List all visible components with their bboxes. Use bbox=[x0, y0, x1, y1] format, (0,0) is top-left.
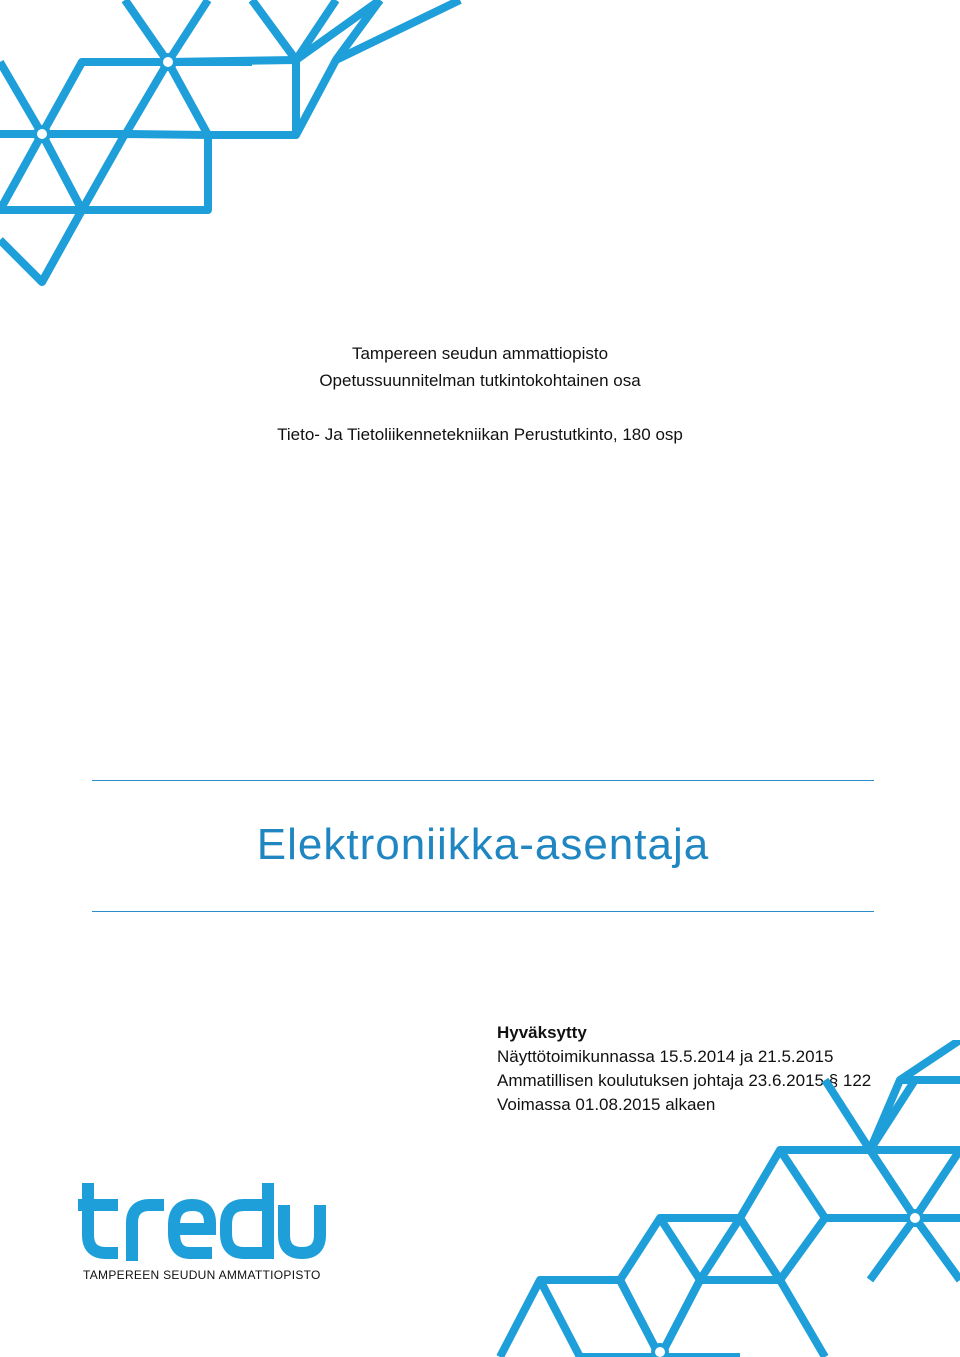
approval-line: Ammatillisen koulutuksen johtaja 23.6.2015 § 122 bbox=[497, 1071, 872, 1090]
document-type: Opetussuunnitelman tutkintokohtainen osa bbox=[319, 371, 641, 390]
institution-name: Tampereen seudun ammattiopisto bbox=[351, 344, 609, 363]
logo-subtitle: TAMPEREEN SEUDUN AMMATTIOPISTO bbox=[83, 1268, 321, 1282]
document-header bbox=[0, 340, 960, 448]
document-title: Elektroniikka-asentaja bbox=[256, 820, 710, 869]
tredu-logo bbox=[78, 1183, 328, 1261]
decorative-pattern-top bbox=[0, 0, 470, 300]
program-name: Tieto- Ja Tietoliikennetekniikan Perustutkinto, 180 osp bbox=[277, 425, 683, 444]
decorative-pattern-bottom bbox=[480, 1040, 960, 1357]
approval-line: Näyttötoimikunnassa 15.5.2014 ja 21.5.2015 bbox=[497, 1047, 834, 1066]
title-divider-bottom bbox=[92, 911, 874, 912]
approval-line: Voimassa 01.08.2015 alkaen bbox=[497, 1095, 716, 1114]
title-divider-top bbox=[92, 780, 874, 781]
approval-heading: Hyväksytty bbox=[497, 1023, 587, 1042]
